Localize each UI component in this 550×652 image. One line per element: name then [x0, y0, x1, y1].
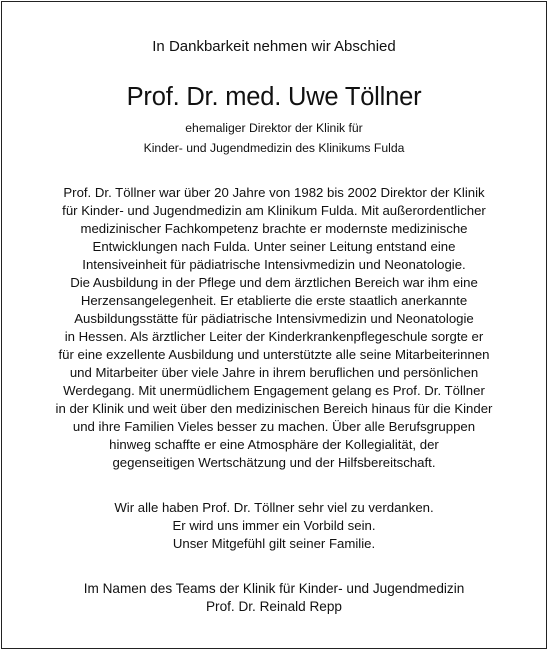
tribute-line: gegenseitigen Wertschätzung und der Hilfsbereitschaft.: [112, 455, 436, 470]
tribute-line: hinweg schaffte er eine Atmosphäre der Kollegialität, der: [109, 437, 439, 452]
tribute-line: Entwicklungen nach Fulda. Unter seiner Leitung entstand eine: [92, 239, 456, 254]
tribute-line: in der Klinik und weit über den medizinischen Bereich hinaus für die Kinder: [55, 401, 493, 416]
tribute-line: für Kinder- und Jugendmedizin am Klinikum Fulda. Mit außerordentlicher: [62, 203, 486, 218]
tribute-line: für eine exzellente Ausbildung und unterstützte alle seine Mitarbeiterinnen: [58, 347, 490, 362]
obituary-notice: [1, 1, 547, 649]
tribute-line: und Mitarbeiter über viele Jahre in ihrem beruflichen und persönlichen: [69, 365, 479, 380]
tribute-line: Werdegang. Mit unermüdlichem Engagement gelang es Prof. Dr. Töllner: [63, 383, 485, 398]
closing-text: [2, 499, 546, 553]
closing-line: Wir alle haben Prof. Dr. Töllner sehr viel zu verdanken.: [114, 500, 434, 515]
tribute-line: Herzensangelegenheit. Er etablierte die erste staatlich anerkannte: [80, 293, 468, 308]
intro-line: In Dankbarkeit nehmen wir Abschied: [152, 38, 396, 55]
tribute-line: Intensiveinheit für pädiatrische Intensivmedizin und Neonatologie.: [82, 257, 466, 272]
role-line: ehemaliger Direktor der Klinik für: [185, 121, 363, 135]
closing-line: Unser Mitgefühl gilt seiner Familie.: [172, 536, 376, 551]
tribute-line: in Hessen. Als ärztlicher Leiter der Kinderkrankenpflegeschule sorgte er: [64, 329, 484, 344]
tribute-line: medizinischer Fachkompetenz brachte er modernste medizinische: [80, 221, 468, 236]
tribute-line: Die Ausbildung in der Pflege und dem ärztlichen Bereich war ihm eine: [70, 275, 478, 290]
signature-team: Im Namen des Teams der Klinik für Kinder- und Jugendmedizin: [83, 581, 465, 596]
tribute-line: Ausbildungsstätte für pädiatrische Intensivmedizin und Neonatologie: [74, 311, 474, 326]
deceased-name: Prof. Dr. med. Uwe Töllner: [126, 83, 422, 111]
tribute-text: [2, 184, 546, 472]
closing-line: Er wird uns immer ein Vorbild sein.: [172, 518, 376, 533]
tribute-line: Prof. Dr. Töllner war über 20 Jahre von 1982 bis 2002 Direktor der Klinik: [63, 185, 485, 200]
role-line: Kinder- und Jugendmedizin des Klinikums Fulda: [143, 141, 405, 155]
tribute-line: und ihre Familien Vieles besser zu machen. Über alle Berufsgruppen: [72, 419, 476, 434]
signature-name: Prof. Dr. Reinald Repp: [205, 599, 342, 614]
